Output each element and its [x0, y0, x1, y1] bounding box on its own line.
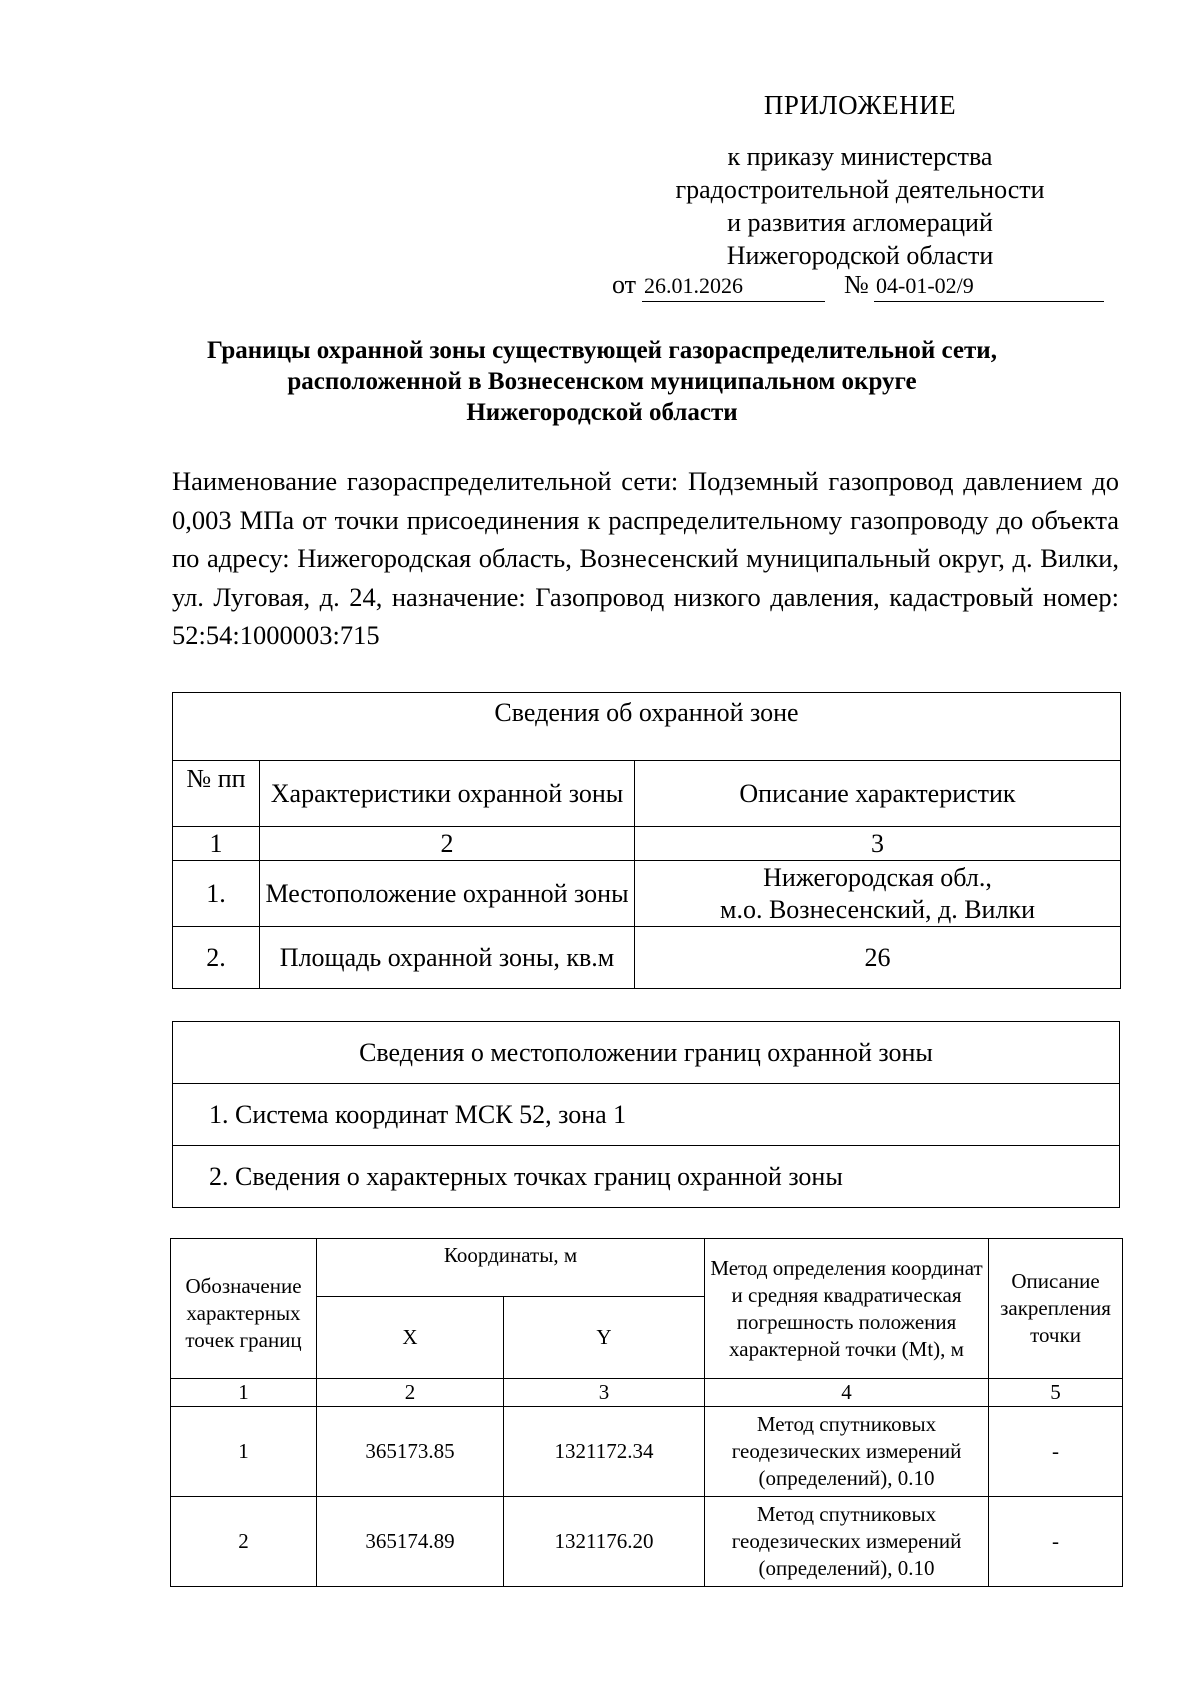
table-row — [173, 861, 1121, 927]
document-title — [172, 335, 1032, 428]
column-number: 5 — [989, 1379, 1123, 1407]
point-y: 1321172.34 — [504, 1407, 705, 1497]
column-number: 1 — [171, 1379, 317, 1407]
appendix-line: Нижегородской области — [726, 241, 994, 270]
network-description: Наименование газораспределительной сети: Подземный газопровод давлением до 0,003 МПа от точки присоединения к распределительному газопроводу до объекта по адресу: Нижегородская область, Вознесенский муниципальный округ, д. Вилки, ул. Луговая, д. 24, назначение: Газопровод низкого давления, кадастровый номер: 52:54:1000003:715 — [172, 466, 1119, 650]
header-characteristics: Характеристики охранной зоны — [260, 761, 635, 827]
boundary-item: 1. Система координат МСК 52, зона 1 — [173, 1084, 1120, 1146]
column-number: 4 — [705, 1379, 989, 1407]
header-coordinates: Координаты, м — [317, 1239, 705, 1297]
title-line: расположенной в Вознесенском муниципальном округе — [287, 368, 917, 395]
appendix-line: и развития агломераций — [727, 208, 993, 237]
point-id: 2 — [171, 1497, 317, 1587]
point-method: Метод спутниковых геодезических измерений (определений), 0.10 — [705, 1497, 989, 1587]
date-label: от — [612, 270, 637, 299]
boundary-table-title: Сведения о местоположении границ охранной зоны — [173, 1022, 1120, 1084]
column-number: 1 — [173, 827, 260, 861]
appendix-line: градостроительной деятельности — [675, 175, 1045, 204]
appendix-subtitle — [620, 140, 1100, 272]
zone-info-table — [172, 692, 1121, 989]
appendix-title: ПРИЛОЖЕНИЕ — [763, 90, 957, 120]
row-number: 2. — [173, 927, 260, 989]
number-label: № — [844, 270, 869, 299]
column-number: 2 — [260, 827, 635, 861]
header-y: Y — [504, 1297, 705, 1379]
column-number: 3 — [635, 827, 1121, 861]
point-fixing: - — [989, 1407, 1123, 1497]
title-line: Нижегородской области — [466, 399, 738, 426]
row-value: 26 — [635, 927, 1121, 989]
header-x: X — [317, 1297, 504, 1379]
order-date-number — [612, 268, 1112, 304]
order-date: 26.01.2026 — [642, 272, 825, 302]
point-x: 365174.89 — [317, 1497, 504, 1587]
point-id: 1 — [171, 1407, 317, 1497]
table-row — [171, 1497, 1123, 1587]
row-name: Площадь охранной зоны, кв.м — [260, 927, 635, 989]
table-row — [171, 1407, 1123, 1497]
point-y: 1321176.20 — [504, 1497, 705, 1587]
boundary-item: 2. Сведения о характерных точках границ охранной зоны — [173, 1146, 1120, 1208]
row-description — [635, 861, 1121, 927]
appendix-line: к приказу министерства — [727, 142, 993, 171]
header-method: Метод определения координат и средняя квадратическая погрешность положения характерной точки (Mt), м — [705, 1239, 989, 1379]
point-method: Метод спутниковых геодезических измерений (определений), 0.10 — [705, 1407, 989, 1497]
header-description: Описание характеристик — [635, 761, 1121, 827]
order-number: 04-01-02/9 — [874, 272, 1104, 302]
column-number: 2 — [317, 1379, 504, 1407]
header-num: № пп — [173, 761, 260, 827]
description-line: м.о. Вознесенский, д. Вилки — [720, 894, 1035, 924]
zone-table-title: Сведения об охранной зоне — [173, 693, 1121, 761]
points-table — [170, 1238, 1123, 1587]
header-designation: Обозначение характерных точек границ — [171, 1239, 317, 1379]
point-x: 365173.85 — [317, 1407, 504, 1497]
row-name: Местоположение охранной зоны — [260, 861, 635, 927]
point-fixing: - — [989, 1497, 1123, 1587]
description-line: Нижегородская обл., — [763, 862, 992, 892]
table-row — [173, 927, 1121, 989]
boundary-info-table — [172, 1021, 1120, 1208]
row-number: 1. — [173, 861, 260, 927]
header-fixing: Описание закрепления точки — [989, 1239, 1123, 1379]
title-line: Границы охранной зоны существующей газораспределительной сети, — [207, 337, 997, 364]
column-number: 3 — [504, 1379, 705, 1407]
